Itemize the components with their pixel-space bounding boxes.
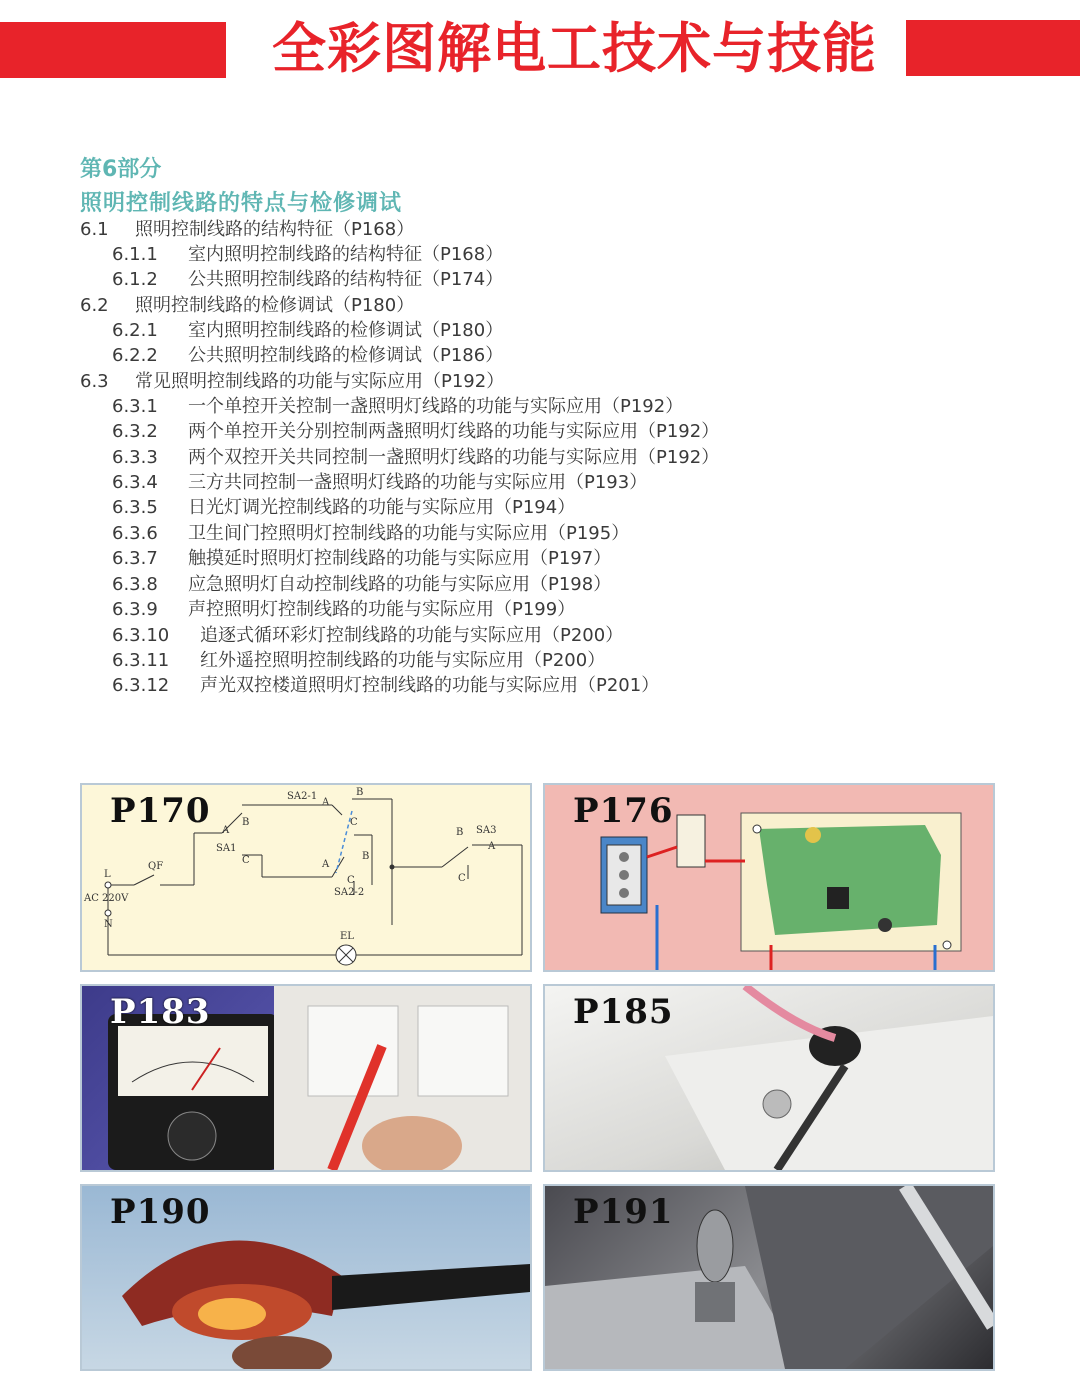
toc-entry	[112, 546, 611, 571]
toc-number: 6.3.12	[112, 675, 170, 696]
toc-number: 6.2	[80, 295, 109, 316]
toc-text: 常见照明控制线路的功能与实际应用（P192）	[135, 371, 505, 392]
toc-text: 应急照明灯自动控制线路的功能与实际应用（P198）	[188, 574, 612, 595]
panel-p176-circuit-board	[543, 783, 995, 972]
toc-entry	[112, 521, 629, 546]
toc-number: 6.3.8	[112, 574, 158, 595]
label-a: A	[322, 859, 330, 870]
panel-p183-photo	[80, 984, 532, 1172]
label-a: A	[488, 841, 496, 852]
toc-number: 6.3	[80, 371, 109, 392]
panel-p191-photo	[543, 1184, 995, 1371]
label-c: C	[347, 875, 355, 886]
toc-entry	[112, 597, 575, 622]
toc-text: 室内照明控制线路的检修调试（P180）	[188, 320, 504, 341]
toc-number: 6.3.4	[112, 472, 158, 493]
label-a: A	[322, 797, 330, 808]
toc-text: 两个双控开关共同控制一盏照明灯线路的功能与实际应用（P192）	[188, 447, 720, 468]
toc-text: 一个单控开关控制一盏照明灯线路的功能与实际应用（P192）	[188, 396, 684, 417]
toc-number: 6.1.2	[112, 269, 158, 290]
panel-page-label: P185	[573, 992, 674, 1032]
toc-text: 照明控制线路的结构特征（P168）	[135, 219, 415, 240]
toc-number: 6.3.2	[112, 421, 158, 442]
toc-number: 6.3.9	[112, 599, 158, 620]
panel-p170-schematic	[80, 783, 532, 972]
toc-number: 6.2.2	[112, 345, 158, 366]
toc-number: 6.2.1	[112, 320, 158, 341]
toc-text: 室内照明控制线路的结构特征（P168）	[188, 244, 504, 265]
toc-text: 公共照明控制线路的检修调试（P186）	[188, 345, 504, 366]
label-b: B	[356, 787, 364, 798]
label-sa1: SA1	[216, 843, 237, 854]
label-b: B	[362, 851, 370, 862]
toc-entry	[112, 673, 659, 698]
toc-entry	[112, 318, 503, 343]
label-qf: QF	[148, 861, 164, 872]
label-n: N	[104, 919, 113, 930]
toc-number: 6.1	[80, 219, 109, 240]
toc-entry	[112, 419, 719, 444]
toc-entry	[112, 495, 575, 520]
toc-text: 照明控制线路的检修调试（P180）	[135, 295, 415, 316]
toc-text: 声控照明灯控制线路的功能与实际应用（P199）	[188, 599, 576, 620]
label-sa2-2: SA2-2	[334, 887, 365, 898]
label-c: C	[242, 855, 250, 866]
toc-text: 公共照明控制线路的结构特征（P174）	[188, 269, 504, 290]
label-a: A	[222, 825, 230, 836]
toc-entry	[112, 648, 605, 673]
toc-number: 6.3.7	[112, 548, 158, 569]
toc-text: 三方共同控制一盏照明灯线路的功能与实际应用（P193）	[188, 472, 648, 493]
label-b: B	[242, 817, 250, 828]
label-el: EL	[340, 931, 354, 942]
panel-page-label: P183	[110, 992, 211, 1032]
toc-text: 两个单控开关分别控制两盏照明灯线路的功能与实际应用（P192）	[188, 421, 720, 442]
panel-p190-photo	[80, 1184, 532, 1371]
label-ac220v: AC 220V	[84, 893, 129, 904]
toc-entry	[112, 470, 647, 495]
toc-text: 声光双控楼道照明灯控制线路的功能与实际应用（P201）	[200, 675, 660, 696]
toc-entry	[80, 293, 414, 318]
panel-page-label: P170	[110, 791, 211, 831]
label-b: B	[456, 827, 464, 838]
panel-page-label: P191	[573, 1192, 674, 1232]
toc-number: 6.3.1	[112, 396, 158, 417]
toc-number: 6.3.10	[112, 625, 170, 646]
toc-text: 追逐式循环彩灯控制线路的功能与实际应用（P200）	[200, 625, 624, 646]
toc-entry	[112, 572, 611, 597]
toc-entry	[112, 394, 683, 419]
toc-entry	[112, 623, 623, 648]
label-c: C	[458, 873, 466, 884]
toc-entry	[80, 369, 504, 394]
toc-text: 日光灯调光控制线路的功能与实际应用（P194）	[188, 497, 576, 518]
panel-p185-photo	[543, 984, 995, 1172]
header-bar-left	[0, 22, 226, 78]
toc-text: 触摸延时照明灯控制线路的功能与实际应用（P197）	[188, 548, 612, 569]
toc-number: 6.1.1	[112, 244, 158, 265]
toc-text: 红外遥控照明控制线路的功能与实际应用（P200）	[200, 650, 606, 671]
part-label: 第6部分	[80, 157, 162, 182]
toc-number: 6.3.11	[112, 650, 170, 671]
toc-entry	[80, 217, 414, 242]
label-sa2-1: SA2-1	[287, 791, 318, 802]
label-l: L	[104, 869, 111, 880]
toc-number: 6.3.5	[112, 497, 158, 518]
panel-page-label: P190	[110, 1192, 211, 1232]
label-sa3: SA3	[476, 825, 497, 836]
panel-page-label: P176	[573, 791, 674, 831]
part-title: 照明控制线路的特点与检修调试	[80, 191, 403, 216]
toc-text: 卫生间门控照明灯控制线路的功能与实际应用（P195）	[188, 523, 630, 544]
toc-number: 6.3.3	[112, 447, 158, 468]
toc-entry	[112, 343, 503, 368]
header-bar-right	[906, 20, 1080, 76]
label-c: C	[350, 817, 358, 828]
toc-entry	[112, 445, 719, 470]
toc-entry	[112, 267, 503, 292]
book-title: 全彩图解电工技术与技能	[272, 16, 877, 80]
toc-entry	[112, 242, 503, 267]
toc-number: 6.3.6	[112, 523, 158, 544]
